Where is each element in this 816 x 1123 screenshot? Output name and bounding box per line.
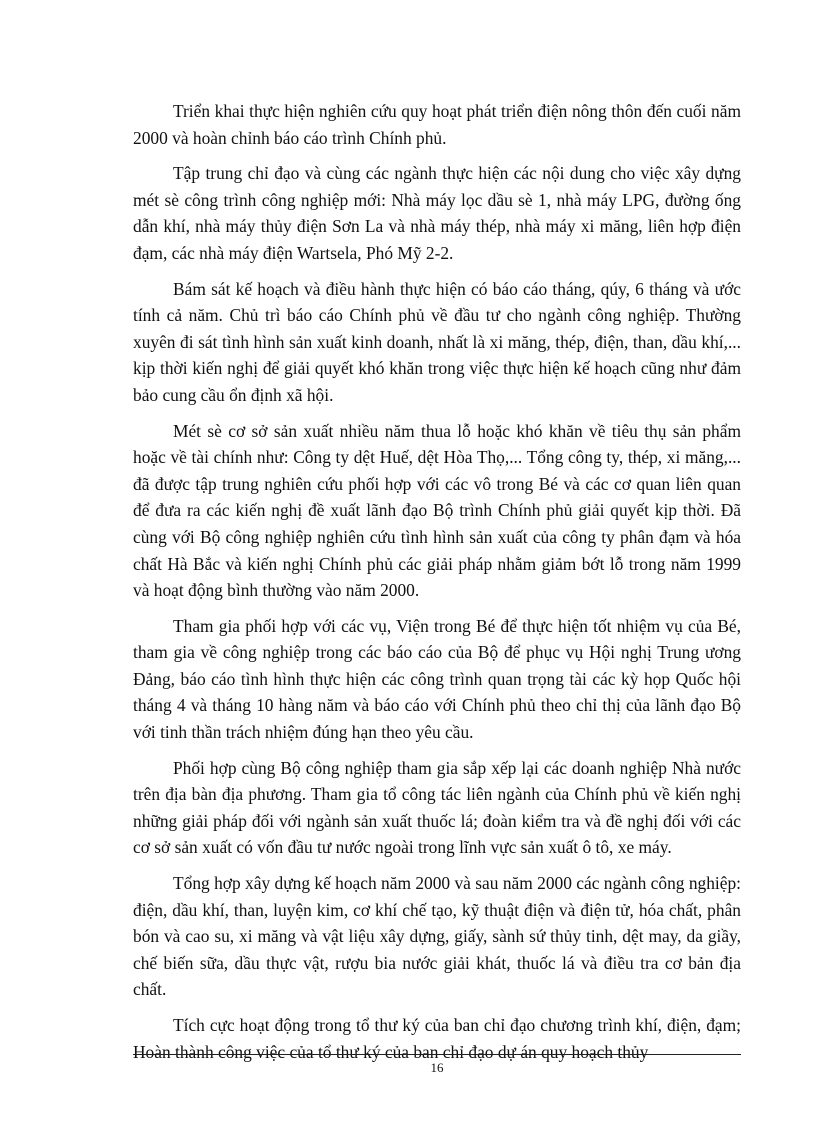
paragraph-plan-monitoring: Bám sát kế hoạch và điều hành thực hiện có báo cáo tháng, qúy, 6 tháng và ước tính cả năm. Chủ trì báo cáo Chính phủ về đầu tư cho ngành công nghiệp. Thường xuyên đi sát tình hình sản xuất kinh doanh, nhất là xi măng, thép, điện, than, dầu khí,... kịp thời kiến nghị để giải quyết khó khăn trong việc thực hiện kế hoạch cũng như đảm bảo cung cầu ổn định xã hội. — [133, 278, 741, 405]
paragraph-secretariat-activities: Tích cực hoạt động trong tổ thư ký của ban chỉ đạo chương trình khí, điện, đạm; Hoàn thành công việc của tổ thư ký của ban chỉ đạo dự án quy hoạch thủy — [133, 1015, 741, 1062]
paragraph-plan-2000: Tổng hợp xây dựng kế hoạch năm 2000 và sau năm 2000 các ngành công nghiệp: điện, dầu khí, than, luyện kim, cơ khí chế tạo, kỹ thuật điện và điện tử, hóa chất, phân bón và cao su, xi măng và vật liệu xây dựng, giấy, sành sứ thủy tinh, dệt may, da giầy, chế biến sữa, dầu thực vật, rượu bia nước giải khát, thuốc lá và điều tra cơ bản địa chất. — [133, 873, 741, 1000]
page-body — [133, 98, 741, 1074]
page-number: 16 — [430, 1060, 444, 1075]
paragraph-new-industrial-projects: Tập trung chỉ đạo và cùng các ngành thực hiện các nội dung cho việc xây dựng mét sè công trình công nghiệp mới: Nhà máy lọc dầu sè 1, nhà máy LPG, đường ống dẫn khí, nhà máy thủy điện Sơn La và nhà máy thép, nhà máy xi măng, liên hợp điện đạm, các nhà máy điện Wartsela, Phó Mỹ 2-2. — [133, 163, 741, 263]
paragraph-loss-making-enterprises: Mét sè cơ sở sản xuất nhiều năm thua lỗ hoặc khó khăn về tiêu thụ sản phẩm hoặc về tài chính như: Công ty dệt Huế, dệt Hòa Thọ,... Tổng công ty, thép, xi măng,... đã được tập trung nghiên cứu phối hợp với các vô trong Bé và các cơ quan liên quan để đưa ra các kiến nghị đề xuất lãnh đạo Bộ trình Chính phủ giải quyết kịp thời. Đã cùng với Bộ công nghiệp nghiên cứu tình hình sản xuất của công ty phân đạm và hóa chất Hà Bắc và kiến nghị Chính phủ các giải pháp nhằm giảm bớt lỗ trong năm 1999 và hoạt động bình thường vào năm 2000. — [133, 420, 741, 601]
paragraph-enterprise-restructuring: Phối hợp cùng Bộ công nghiệp tham gia sắp xếp lại các doanh nghiệp Nhà nước trên địa bàn địa phương. Tham gia tổ công tác liên ngành của Chính phủ về kiến nghị những giải pháp đối với ngành sản xuất thuốc lá; đoàn kiểm tra và đề nghị đối với các cơ sở sản xuất có vốn đầu tư nước ngoài trong lĩnh vực sản xuất ô tô, xe máy. — [133, 757, 741, 858]
paragraph-ministry-coordination: Tham gia phối hợp với các vụ, Viện trong Bé để thực hiện tốt nhiệm vụ của Bé, tham gia về công nghiệp trong các báo cáo của Bộ để phục vụ Hội nghị Trung ương Đảng, báo cáo tình hình thực hiện các công trình quan trọng tài các kỳ họp Quốc hội tháng 4 và tháng 10 hàng năm và báo cáo với Chính phủ theo chỉ thị của lãnh đạo Bộ với tinh thần trách nhiệm đúng hạn theo yêu cầu. — [133, 615, 741, 743]
footer-divider — [133, 1054, 741, 1055]
paragraph-rural-power-planning: Triển khai thực hiện nghiên cứu quy hoạt phát triển điện nông thôn đến cuối năm 2000 và hoàn chỉnh báo cáo trình Chính phủ. — [133, 101, 741, 148]
